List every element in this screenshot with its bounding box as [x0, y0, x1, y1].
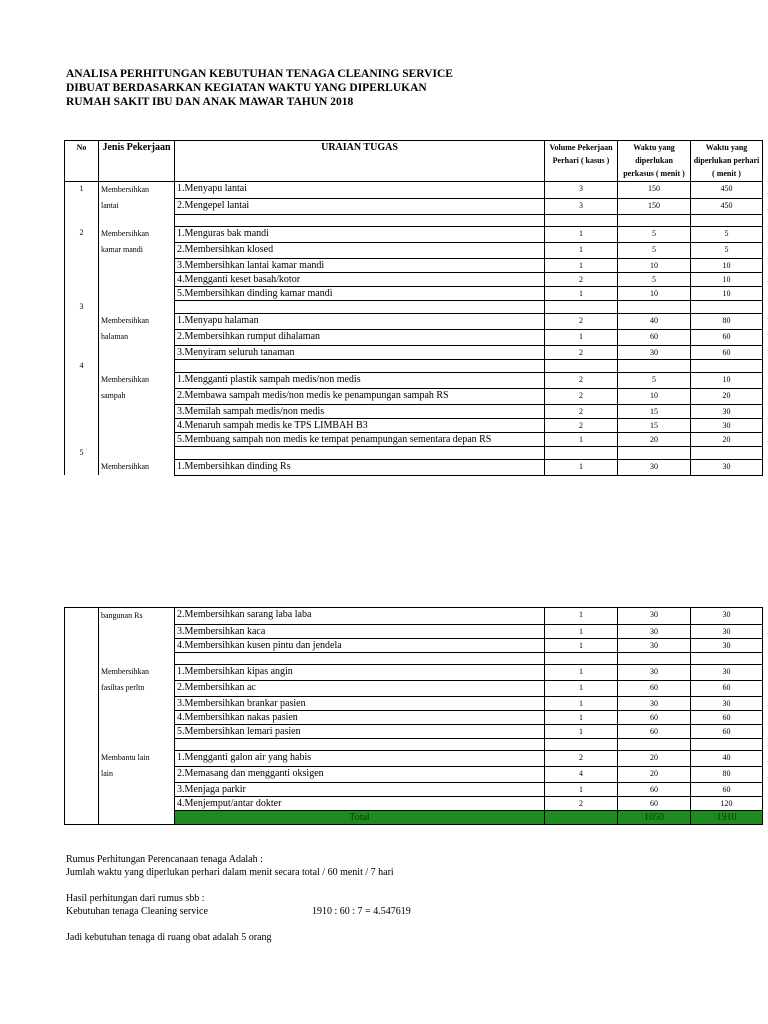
row-waktu-kasus: 30	[618, 459, 691, 475]
row-task	[175, 359, 545, 372]
row-task	[175, 738, 545, 750]
table-row	[65, 459, 763, 475]
row-volume: 1	[545, 782, 618, 796]
row-waktu-kasus: 20	[618, 766, 691, 782]
row-volume: 2	[545, 372, 618, 388]
row-waktu-hari: 30	[691, 608, 763, 625]
row-jenis: Membersihkan	[99, 182, 175, 199]
row-waktu-kasus	[618, 652, 691, 664]
row-task: 1.Menyapu halaman	[175, 313, 545, 329]
row-volume: 1	[545, 432, 618, 446]
row-task: 3.Menyiram seluruh tanaman	[175, 345, 545, 359]
row-task: 5.Membersihkan dinding kamar mandi	[175, 286, 545, 300]
row-waktu-kasus: 40	[618, 313, 691, 329]
table-row	[65, 738, 763, 750]
row-number	[65, 313, 99, 329]
table-row	[65, 242, 763, 258]
row-volume: 2	[545, 418, 618, 432]
row-waktu-kasus	[618, 446, 691, 459]
row-jenis: halaman	[99, 329, 175, 345]
row-jenis	[99, 272, 175, 286]
row-volume: 2	[545, 796, 618, 810]
row-task: 4.Menjemput/antar dokter	[175, 796, 545, 810]
row-waktu-kasus	[618, 738, 691, 750]
row-volume: 2	[545, 345, 618, 359]
row-waktu-hari: 60	[691, 329, 763, 345]
row-number	[65, 696, 99, 710]
row-number	[65, 796, 99, 810]
row-jenis	[99, 710, 175, 724]
row-volume: 1	[545, 459, 618, 475]
row-waktu-hari: 450	[691, 198, 763, 214]
row-waktu-hari: 60	[691, 680, 763, 696]
total-waktu-hari: 1910	[691, 810, 763, 824]
row-number	[65, 652, 99, 664]
row-number	[65, 418, 99, 432]
table-row	[65, 388, 763, 404]
row-task: 1.Menyapu lantai	[175, 182, 545, 199]
table-row	[65, 286, 763, 300]
row-volume: 3	[545, 182, 618, 199]
total-no-cell	[65, 810, 99, 824]
hasil-label: Kebutuhan tenaga Cleaning service	[66, 906, 208, 917]
hasil-title: Hasil perhitungan dari rumus sbb :	[66, 893, 205, 904]
total-label: Total	[175, 810, 545, 824]
row-jenis: Membersihkan	[99, 664, 175, 680]
row-jenis: Membersihkan	[99, 372, 175, 388]
row-volume: 1	[545, 329, 618, 345]
row-volume: 2	[545, 313, 618, 329]
table-body-page-1	[65, 182, 763, 476]
table-row	[65, 258, 763, 272]
row-waktu-hari	[691, 359, 763, 372]
row-jenis: bangunan Rs	[99, 608, 175, 625]
row-waktu-hari	[691, 214, 763, 226]
row-waktu-hari: 30	[691, 638, 763, 652]
row-number	[65, 782, 99, 796]
row-waktu-hari	[691, 446, 763, 459]
table-row	[65, 608, 763, 625]
header-jenis: Jenis Pekerjaan	[99, 141, 175, 182]
row-waktu-kasus: 30	[618, 608, 691, 625]
header-no: No	[65, 141, 99, 182]
row-waktu-kasus	[618, 300, 691, 313]
row-number	[65, 214, 99, 226]
row-waktu-kasus: 15	[618, 418, 691, 432]
row-waktu-kasus: 5	[618, 242, 691, 258]
row-jenis	[99, 404, 175, 418]
row-task: 1.Mengganti plastik sampah medis/non medis	[175, 372, 545, 388]
row-waktu-hari: 20	[691, 432, 763, 446]
row-waktu-kasus: 10	[618, 388, 691, 404]
row-waktu-hari: 120	[691, 796, 763, 810]
row-task: 2.Membersihkan sarang laba laba	[175, 608, 545, 625]
row-waktu-kasus	[618, 214, 691, 226]
row-waktu-kasus	[618, 359, 691, 372]
row-volume	[545, 446, 618, 459]
table-row	[65, 710, 763, 724]
row-waktu-kasus: 60	[618, 710, 691, 724]
row-number	[65, 664, 99, 680]
hasil-line	[66, 905, 411, 918]
row-waktu-hari: 20	[691, 388, 763, 404]
row-jenis	[99, 724, 175, 738]
row-task: 4.Mengganti keset basah/kotor	[175, 272, 545, 286]
row-volume: 1	[545, 286, 618, 300]
table-row	[65, 652, 763, 664]
row-jenis: lantai	[99, 198, 175, 214]
header-volume: Volume Pekerjaan Perhari ( kasus )	[545, 141, 618, 182]
row-waktu-hari: 10	[691, 286, 763, 300]
row-task: 4.Membersihkan nakas pasien	[175, 710, 545, 724]
row-waktu-kasus: 30	[618, 696, 691, 710]
row-volume	[545, 359, 618, 372]
total-row	[65, 810, 763, 824]
row-waktu-kasus: 60	[618, 724, 691, 738]
row-number	[65, 638, 99, 652]
table-row	[65, 664, 763, 680]
row-volume: 1	[545, 710, 618, 724]
total-waktu-kasus: 1050	[618, 810, 691, 824]
row-volume: 1	[545, 624, 618, 638]
row-jenis: kamar mandi	[99, 242, 175, 258]
row-task: 1.Mengganti galon air yang habis	[175, 750, 545, 766]
row-jenis	[99, 286, 175, 300]
table-row	[65, 750, 763, 766]
row-waktu-hari: 5	[691, 242, 763, 258]
row-number	[65, 198, 99, 214]
row-number	[65, 432, 99, 446]
row-volume: 4	[545, 766, 618, 782]
hasil-value: 1910 : 60 : 7 = 4.547619	[312, 906, 411, 917]
row-jenis	[99, 345, 175, 359]
row-waktu-hari: 60	[691, 345, 763, 359]
row-jenis	[99, 300, 175, 313]
row-volume: 1	[545, 680, 618, 696]
table-row	[65, 624, 763, 638]
row-waktu-kasus: 5	[618, 372, 691, 388]
row-waktu-hari: 80	[691, 766, 763, 782]
table-header-row	[65, 141, 763, 182]
row-task: 1.Membersihkan kipas angin	[175, 664, 545, 680]
row-waktu-kasus: 30	[618, 624, 691, 638]
row-jenis	[99, 446, 175, 459]
row-task: 2.Membersihkan ac	[175, 680, 545, 696]
document-title	[66, 67, 453, 109]
row-number: 3	[65, 300, 99, 313]
table-row	[65, 329, 763, 345]
row-number	[65, 680, 99, 696]
row-volume: 1	[545, 258, 618, 272]
row-number	[65, 404, 99, 418]
row-task: 4.Menaruh sampah medis ke TPS LIMBAH B3	[175, 418, 545, 432]
row-number	[65, 724, 99, 738]
header-waktu-hari: Waktu yang diperlukan perhari ( menit )	[691, 141, 763, 182]
row-jenis: Membersihkan	[99, 313, 175, 329]
table-row	[65, 272, 763, 286]
rumus-body: Jumlah waktu yang diperlukan perhari dalam menit secara total / 60 menit / 7 hari	[66, 867, 394, 878]
total-volume	[545, 810, 618, 824]
row-waktu-kasus: 10	[618, 286, 691, 300]
row-jenis: Membersihkan	[99, 459, 175, 475]
row-number	[65, 624, 99, 638]
row-waktu-kasus: 60	[618, 329, 691, 345]
row-jenis	[99, 638, 175, 652]
row-volume: 2	[545, 272, 618, 286]
row-volume: 2	[545, 750, 618, 766]
row-task: 2.Memasang dan mengganti oksigen	[175, 766, 545, 782]
row-waktu-kasus: 60	[618, 796, 691, 810]
row-number: 2	[65, 226, 99, 242]
row-waktu-kasus: 30	[618, 664, 691, 680]
row-number	[65, 738, 99, 750]
row-number	[65, 272, 99, 286]
row-task: 3.Menjaga parkir	[175, 782, 545, 796]
row-number	[65, 388, 99, 404]
row-jenis	[99, 258, 175, 272]
row-jenis: fasiltas perltn	[99, 680, 175, 696]
row-jenis	[99, 624, 175, 638]
row-waktu-kasus: 150	[618, 198, 691, 214]
row-jenis: lain	[99, 766, 175, 782]
row-waktu-hari: 40	[691, 750, 763, 766]
row-volume	[545, 300, 618, 313]
title-line-3: RUMAH SAKIT IBU DAN ANAK MAWAR TAHUN 2018	[66, 96, 354, 108]
row-number	[65, 710, 99, 724]
row-task: 3.Membersihkan brankar pasien	[175, 696, 545, 710]
row-jenis	[99, 782, 175, 796]
table-row	[65, 198, 763, 214]
row-waktu-hari	[691, 738, 763, 750]
table-row	[65, 300, 763, 313]
row-volume	[545, 214, 618, 226]
table-row	[65, 313, 763, 329]
row-number	[65, 372, 99, 388]
row-waktu-kasus: 15	[618, 404, 691, 418]
row-waktu-kasus: 150	[618, 182, 691, 199]
row-jenis: Membantu lain	[99, 750, 175, 766]
row-waktu-hari: 10	[691, 372, 763, 388]
table-row	[65, 214, 763, 226]
title-line-1: ANALISA PERHITUNGAN KEBUTUHAN TENAGA CLEANING SERVICE	[66, 68, 453, 80]
row-number	[65, 329, 99, 345]
row-waktu-hari: 60	[691, 724, 763, 738]
row-number	[65, 608, 99, 625]
table-row	[65, 696, 763, 710]
row-volume: 2	[545, 404, 618, 418]
table-row	[65, 404, 763, 418]
row-task: 2.Membersihkan rumput dihalaman	[175, 329, 545, 345]
row-volume: 1	[545, 724, 618, 738]
row-waktu-kasus: 20	[618, 432, 691, 446]
row-task: 4.Membersihkan kusen pintu dan jendela	[175, 638, 545, 652]
table-row	[65, 724, 763, 738]
calculation-notes	[66, 853, 411, 944]
row-volume: 1	[545, 664, 618, 680]
row-number	[65, 459, 99, 475]
row-task	[175, 446, 545, 459]
row-waktu-kasus: 5	[618, 226, 691, 242]
row-task: 1.Membersihkan dinding Rs	[175, 459, 545, 475]
row-task	[175, 214, 545, 226]
row-jenis	[99, 418, 175, 432]
row-waktu-hari: 30	[691, 418, 763, 432]
row-waktu-hari: 30	[691, 459, 763, 475]
row-task: 1.Menguras bak mandi	[175, 226, 545, 242]
table-row	[65, 359, 763, 372]
row-jenis	[99, 359, 175, 372]
row-jenis: Membersihkan	[99, 226, 175, 242]
row-waktu-hari: 60	[691, 782, 763, 796]
table-row	[65, 766, 763, 782]
row-waktu-hari: 80	[691, 313, 763, 329]
row-number	[65, 766, 99, 782]
row-waktu-kasus: 20	[618, 750, 691, 766]
row-volume	[545, 738, 618, 750]
row-waktu-hari: 450	[691, 182, 763, 199]
row-task: 3.Memilah sampah medis/non medis	[175, 404, 545, 418]
row-number: 4	[65, 359, 99, 372]
header-waktu-kasus: Waktu yang diperlukan perkasus ( menit )	[618, 141, 691, 182]
rumus-title: Rumus Perhitungan Perencanaan tenaga Adalah :	[66, 854, 263, 865]
row-number	[65, 286, 99, 300]
row-waktu-hari	[691, 300, 763, 313]
table-row	[65, 372, 763, 388]
table-row	[65, 418, 763, 432]
row-task	[175, 652, 545, 664]
row-volume: 1	[545, 696, 618, 710]
table-row	[65, 226, 763, 242]
row-number	[65, 750, 99, 766]
row-number	[65, 242, 99, 258]
table-row	[65, 680, 763, 696]
row-task: 2.Membersihkan klosed	[175, 242, 545, 258]
row-number	[65, 345, 99, 359]
row-volume: 1	[545, 226, 618, 242]
table-row	[65, 432, 763, 446]
row-waktu-kasus: 30	[618, 638, 691, 652]
row-waktu-hari: 5	[691, 226, 763, 242]
table-row	[65, 638, 763, 652]
row-jenis	[99, 738, 175, 750]
kesimpulan: Jadi kebutuhan tenaga di ruang obat adalah 5 orang	[66, 932, 272, 943]
row-task	[175, 300, 545, 313]
table-row	[65, 182, 763, 199]
row-jenis: sampah	[99, 388, 175, 404]
row-waktu-hari: 30	[691, 664, 763, 680]
row-number: 1	[65, 182, 99, 199]
row-volume: 2	[545, 388, 618, 404]
task-table-page-1	[64, 140, 763, 476]
row-volume	[545, 652, 618, 664]
row-jenis	[99, 214, 175, 226]
row-waktu-hari: 10	[691, 272, 763, 286]
row-waktu-hari: 30	[691, 404, 763, 418]
row-waktu-hari	[691, 652, 763, 664]
row-volume: 1	[545, 638, 618, 652]
row-waktu-kasus: 30	[618, 345, 691, 359]
row-task: 2.Mengepel lantai	[175, 198, 545, 214]
row-volume: 1	[545, 242, 618, 258]
row-waktu-kasus: 60	[618, 680, 691, 696]
row-waktu-hari: 60	[691, 710, 763, 724]
row-waktu-kasus: 60	[618, 782, 691, 796]
row-task: 5.Membuang sampah non medis ke tempat penampungan sementara depan RS	[175, 432, 545, 446]
row-jenis	[99, 796, 175, 810]
table-body-page-2	[65, 608, 763, 811]
row-waktu-kasus: 5	[618, 272, 691, 286]
row-task: 2.Membawa sampah medis/non medis ke penampungan sampah RS	[175, 388, 545, 404]
table-row	[65, 345, 763, 359]
row-number: 5	[65, 446, 99, 459]
row-jenis	[99, 652, 175, 664]
row-volume: 3	[545, 198, 618, 214]
row-waktu-hari: 30	[691, 624, 763, 638]
row-volume: 1	[545, 608, 618, 625]
title-line-2: DIBUAT BERDASARKAN KEGIATAN WAKTU YANG DIPERLUKAN	[66, 82, 427, 94]
header-uraian: URAIAN TUGAS	[175, 141, 545, 182]
row-jenis	[99, 696, 175, 710]
table-row	[65, 446, 763, 459]
task-table-page-2	[64, 607, 763, 825]
row-waktu-hari: 30	[691, 696, 763, 710]
row-task: 3.Membersihkan lantai kamar mandi	[175, 258, 545, 272]
row-task: 3.Membersihkan kaca	[175, 624, 545, 638]
row-number	[65, 258, 99, 272]
row-waktu-hari: 10	[691, 258, 763, 272]
row-jenis	[99, 432, 175, 446]
table-row	[65, 782, 763, 796]
row-waktu-kasus: 10	[618, 258, 691, 272]
total-jenis-cell	[99, 810, 175, 824]
row-task: 5.Membersihkan lemari pasien	[175, 724, 545, 738]
table-row	[65, 796, 763, 810]
